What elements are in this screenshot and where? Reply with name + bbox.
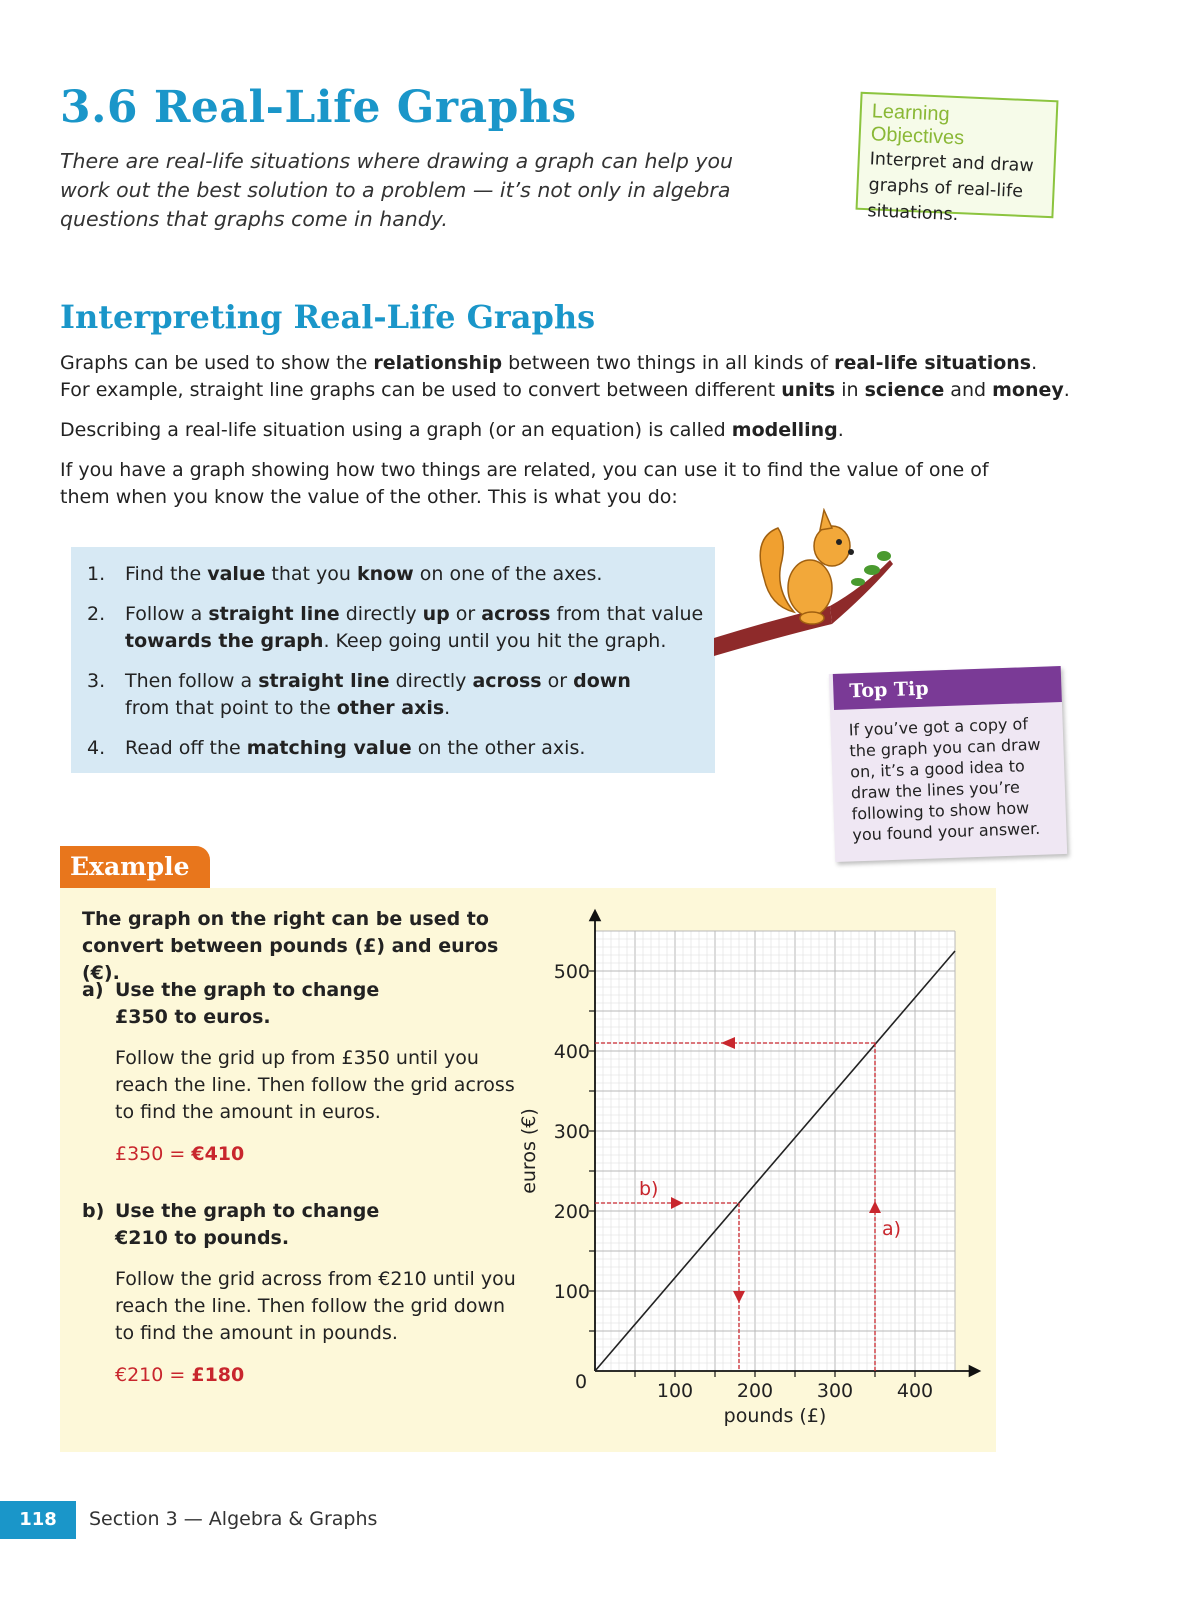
y-axis-label: euros (€): [518, 1108, 540, 1194]
section-heading: Interpreting Real-Life Graphs: [60, 298, 596, 336]
text: .: [444, 697, 451, 719]
step-4: [87, 735, 705, 762]
y-tick-label: 500: [553, 961, 590, 983]
text: from that value: [550, 603, 704, 625]
answer-text: €210 =: [115, 1364, 192, 1386]
part-b-question-line-1: Use the graph to change: [115, 1200, 380, 1222]
bold-text: money: [992, 379, 1064, 401]
grid-background: [595, 931, 955, 1371]
page-title: 3.6 Real-Life Graphs: [60, 82, 577, 133]
y-tick-label: 400: [553, 1041, 590, 1063]
part-a-explanation: Follow the grid up from £350 until you reach the line. Then follow the grid across to find the amount in euros.: [115, 1047, 515, 1123]
bold-text: modelling: [731, 419, 838, 441]
step-number: 4.: [87, 737, 106, 759]
text: on the other axis.: [411, 737, 586, 759]
page-number: 118: [0, 1501, 76, 1539]
head-icon: [814, 526, 850, 566]
text: Follow a: [125, 603, 209, 625]
bold-text: know: [356, 563, 414, 585]
bold-text: value: [207, 563, 266, 585]
step-number: 2.: [87, 603, 106, 625]
text: between two things in all kinds of: [502, 352, 835, 374]
section-footer: Section 3 — Algebra & Graphs: [89, 1508, 378, 1530]
text: that you: [265, 563, 357, 585]
part-b-explanation: Follow the grid across from €210 until you reach the line. Then follow the grid down to find the amount in pounds.: [115, 1268, 516, 1344]
step-number: 3.: [87, 670, 106, 692]
part-a-label: a): [82, 979, 104, 1001]
grid: [595, 931, 955, 1371]
text: or: [541, 670, 574, 692]
foot-icon: [800, 612, 824, 624]
text: .: [1031, 352, 1038, 374]
text: .: [837, 419, 844, 441]
paragraph-relationship: [60, 350, 1120, 404]
ear-icon: [820, 510, 832, 530]
paragraph-modelling: [60, 417, 1120, 444]
text: directly: [389, 670, 473, 692]
x-tick-label: 300: [816, 1380, 854, 1402]
leaf-icon: [877, 551, 891, 561]
bold-text: matching value: [246, 737, 412, 759]
answer-value: £180: [191, 1364, 245, 1386]
annotation-b-label: b): [639, 1178, 659, 1200]
bold-text: across: [481, 603, 551, 625]
x-tick-label: 200: [736, 1380, 774, 1402]
text: Then follow a: [125, 670, 259, 692]
example-tab: Example: [60, 846, 210, 888]
part-b-label: b): [82, 1200, 105, 1222]
learning-objectives-box: [856, 92, 1059, 226]
text: and: [944, 379, 993, 401]
leaf-icon: [864, 565, 880, 575]
x-tick-label: 100: [656, 1380, 694, 1402]
learning-objectives-text: Interpret and draw graphs of real-life situations.: [867, 149, 1035, 226]
bold-text: science: [864, 379, 945, 401]
answer-text: £350 =: [115, 1143, 192, 1165]
bold-text: real-life situations: [834, 352, 1032, 374]
bold-text: other axis: [336, 697, 445, 719]
annotation-a-label: a): [882, 1218, 902, 1240]
text: from that point to the: [125, 697, 337, 719]
bold-text: towards the graph: [125, 630, 324, 652]
top-tip-title: Top Tip: [833, 666, 1062, 710]
intro-text: There are real-life situations where drawing a graph can help you work out the best solution to a problem — it’s not only in algebra questions that graphs come in handy.: [60, 149, 734, 231]
bold-text: up: [422, 603, 450, 625]
tail-icon: [760, 528, 794, 612]
eye-icon: [836, 539, 842, 545]
learning-objectives-title: Learning Objectives: [870, 100, 965, 150]
step-2: [87, 601, 705, 655]
bold-text: relationship: [373, 352, 503, 374]
top-tip-box: [829, 666, 1067, 862]
y-tick-label: 300: [553, 1121, 590, 1143]
part-a-question-line-1: Use the graph to change: [115, 979, 380, 1001]
text: in: [835, 379, 865, 401]
steps-box: [71, 547, 715, 773]
step-number: 1.: [87, 563, 106, 585]
part-b-answer: [115, 1362, 244, 1389]
bold-text: across: [472, 670, 542, 692]
top-tip-text: If you’ve got a copy of the graph you can draw on, it’s a good idea to draw the lines you’re following to show how you found your answer.: [848, 714, 1041, 845]
text: Graphs can be used to show the: [60, 352, 374, 374]
x-tick-label: 400: [896, 1380, 934, 1402]
origin-label: 0: [574, 1371, 588, 1393]
text: For example, straight line graphs can be used to convert between different: [60, 379, 782, 401]
text: . Keep going until you hit the graph.: [323, 630, 667, 652]
step-1: [87, 561, 705, 588]
text: or: [449, 603, 482, 625]
part-b-question-line-2: €210 to pounds.: [115, 1227, 290, 1249]
bold-text: down: [573, 670, 631, 692]
twig-icon: [830, 560, 893, 624]
step-3: [87, 668, 645, 722]
answer-value: €410: [191, 1143, 245, 1165]
leaf-icon: [851, 578, 865, 586]
text: .: [1063, 379, 1070, 401]
squirrel-illustration: [712, 508, 902, 658]
nose-icon: [848, 549, 854, 555]
y-tick-label: 100: [553, 1281, 590, 1303]
bold-text: straight line: [208, 603, 340, 625]
paragraph-method: If you have a graph showing how two things are related, you can use it to find the value of one of them when you know the value of the other. This is what you do:: [60, 459, 989, 508]
conversion-chart: [500, 900, 990, 1440]
text: directly: [339, 603, 423, 625]
bold-text: straight line: [258, 670, 390, 692]
part-a-question-line-2: £350 to euros.: [115, 1006, 271, 1028]
text: Describing a real-life situation using a graph (or an equation) is called: [60, 419, 732, 441]
bold-text: units: [781, 379, 836, 401]
x-axis-label: pounds (£): [723, 1405, 827, 1427]
body-icon: [788, 560, 832, 616]
text: on one of the axes.: [413, 563, 603, 585]
y-tick-label: 200: [553, 1201, 590, 1223]
example-intro: The graph on the right can be used to convert between pounds (£) and euros (€).: [82, 908, 499, 984]
text: Find the: [125, 563, 208, 585]
part-a-answer: [115, 1141, 244, 1168]
text: Read off the: [125, 737, 247, 759]
